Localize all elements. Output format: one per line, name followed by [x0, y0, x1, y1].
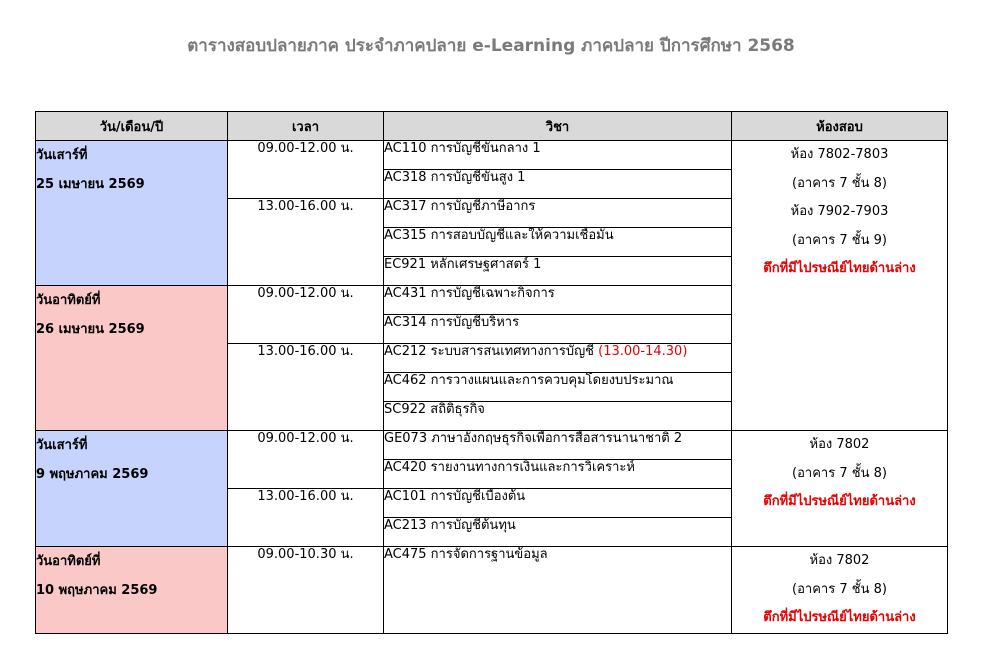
table-header-row: [36, 112, 948, 141]
room-label: ห้อง 7902-7903: [790, 204, 889, 219]
time-cell: 09.00-12.00 น.: [228, 141, 384, 199]
subject-cell: GE073 ภาษาอังกฤษธุรกิจเพื่อการสื่อสารนานาชาติ 2: [384, 431, 732, 460]
date-label: 26 เมษายน 2569: [36, 322, 145, 337]
date-label: 10 พฤษภาคม 2569: [36, 583, 158, 598]
date-cell: [36, 286, 228, 431]
subject-cell: AC101 การบัญชีเบื้องต้น: [384, 489, 732, 518]
subject-cell: AC315 การสอบบัญชีและให้ความเชื่อมั่น: [384, 228, 732, 257]
date-label: 9 พฤษภาคม 2569: [36, 467, 149, 482]
day-label: วันอาทิตย์ที่: [36, 554, 101, 569]
subject-cell: AC314 การบัญชีบริหาร: [384, 315, 732, 344]
room-label: ห้อง 7802: [809, 553, 870, 568]
date-cell: [36, 141, 228, 286]
date-label: 25 เมษายน 2569: [36, 177, 145, 192]
room-cell: [732, 547, 948, 634]
subject-name: AC212 ระบบสารสนเทศทางการบัญชี: [384, 344, 594, 359]
subject-cell: AC317 การบัญชีภาษีอากร: [384, 199, 732, 228]
room-cell: [732, 431, 948, 547]
date-cell: [36, 547, 228, 634]
subject-cell: AC462 การวางแผนและการควบคุมโดยงบประมาณ: [384, 373, 732, 402]
building-label: (อาคาร 7 ชั้น 8): [792, 465, 887, 481]
subject-cell: AC213 การบัญชีต้นทุน: [384, 518, 732, 547]
subject-cell: AC420 รายงานทางการเงินและการวิเคราะห์: [384, 460, 732, 489]
room-label: ห้อง 7802-7803: [790, 147, 889, 162]
location-note: ตึกที่มีไปรษณีย์ไทยด้านล่าง: [763, 610, 916, 625]
subject-cell: AC431 การบัญชีเฉพาะกิจการ: [384, 286, 732, 315]
exam-schedule-table: [35, 111, 948, 634]
page-title: ตารางสอบปลายภาค ประจำภาคปลาย e-Learning ภาคปลาย ปีการศึกษา 2568: [187, 36, 795, 56]
location-note: ตึกที่มีไปรษณีย์ไทยด้านล่าง: [763, 261, 916, 276]
room-label: ห้อง 7802: [809, 437, 870, 452]
header-subject: วิชา: [384, 112, 732, 141]
location-note: ตึกที่มีไปรษณีย์ไทยด้านล่าง: [763, 494, 916, 509]
header-time: เวลา: [228, 112, 384, 141]
time-cell: 09.00-10.30 น.: [228, 547, 384, 634]
table-row: [36, 141, 948, 170]
day-label: วันเสาร์ที่: [36, 148, 88, 163]
building-label: (อาคาร 7 ชั้น 8): [792, 175, 887, 191]
table-row: [36, 431, 948, 460]
day-label: วันเสาร์ที่: [36, 438, 88, 453]
date-cell: [36, 431, 228, 547]
day-label: วันอาทิตย์ที่: [36, 293, 101, 308]
time-cell: 13.00-16.00 น.: [228, 489, 384, 547]
time-cell: 13.00-16.00 น.: [228, 199, 384, 286]
header-room: ห้องสอบ: [732, 112, 948, 141]
building-label: (อาคาร 7 ชั้น 9): [792, 232, 887, 248]
subject-cell: [384, 344, 732, 373]
special-time-label: (13.00-14.30): [598, 344, 688, 359]
header-date: วัน/เดือน/ปี: [36, 112, 228, 141]
table-row: [36, 547, 948, 634]
time-cell: 09.00-12.00 น.: [228, 286, 384, 344]
room-cell: [732, 141, 948, 431]
subject-cell: SC922 สถิติธุรกิจ: [384, 402, 732, 431]
time-cell: 09.00-12.00 น.: [228, 431, 384, 489]
subject-cell: AC475 การจัดการฐานข้อมูล: [384, 547, 732, 634]
subject-cell: AC318 การบัญชีขั้นสูง 1: [384, 170, 732, 199]
building-label: (อาคาร 7 ชั้น 8): [792, 581, 887, 597]
subject-cell: EC921 หลักเศรษฐศาสตร์ 1: [384, 257, 732, 286]
subject-cell: AC110 การบัญชีขั้นกลาง 1: [384, 141, 732, 170]
time-cell: 13.00-16.00 น.: [228, 344, 384, 431]
